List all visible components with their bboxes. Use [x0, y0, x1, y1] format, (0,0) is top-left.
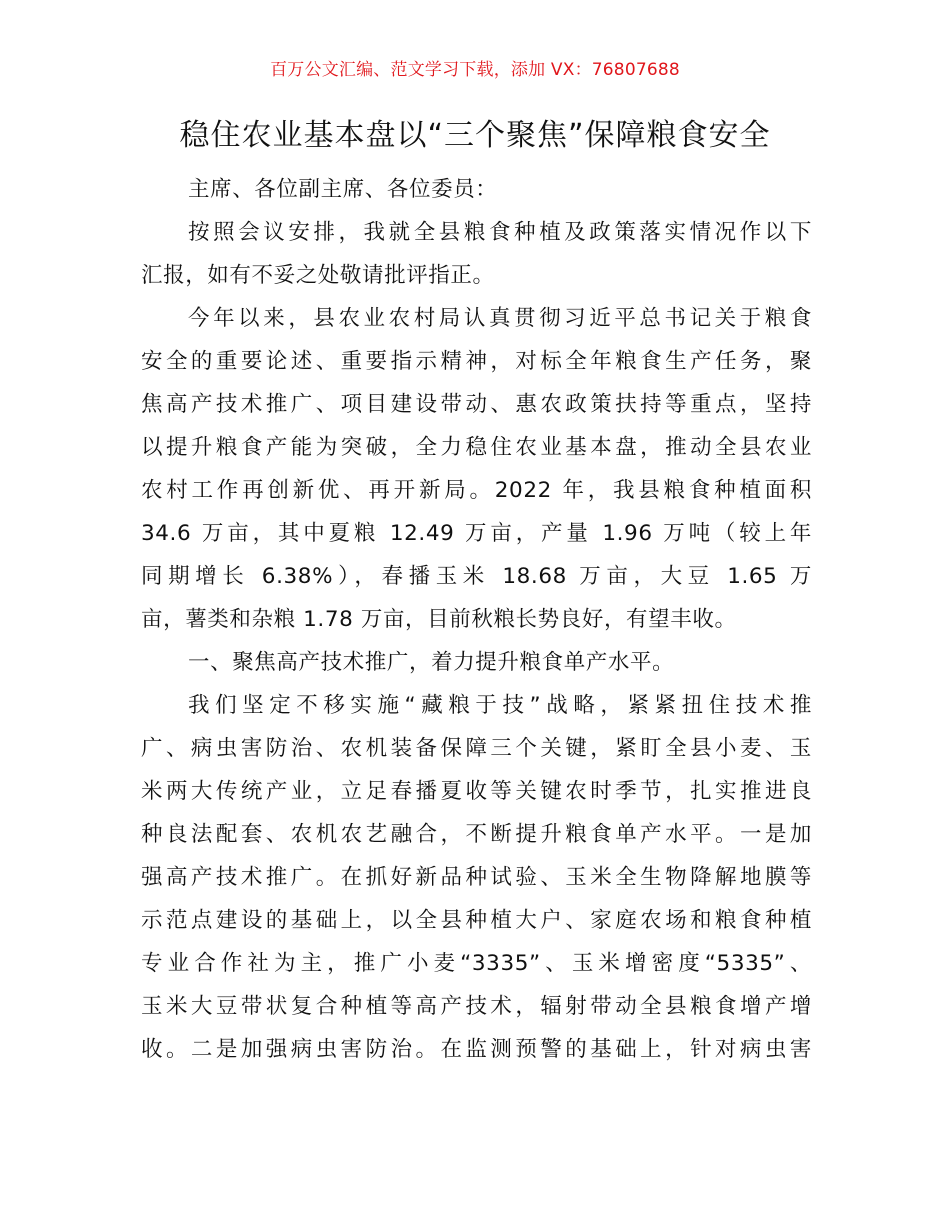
paragraph-line: 以提升粮食产能为突破，全力稳住农业基本盘，推动全县农业 [141, 435, 812, 460]
paragraph-line: 今年以来，县农业农村局认真贯彻习近平总书记关于粮食 [188, 306, 812, 331]
paragraph-line: 同期增长 6.38%），春播玉米 18.68 万亩，大豆 1.65 万 [141, 564, 812, 589]
paragraph-line: 安全的重要论述、重要指示精神，对标全年粮食生产任务，聚 [141, 349, 812, 374]
paragraph-line: 按照会议安排，我就全县粮食种植及政策落实情况作以下 [188, 220, 812, 245]
paragraph-line: 农村工作再创新优、再开新局。2022 年，我县粮食种植面积 [141, 478, 812, 503]
paragraph-line: 广、病虫害防治、农机装备保障三个关键，紧盯全县小麦、玉 [141, 736, 812, 761]
paragraph-line: 我们坚定不移实施“藏粮于技”战略，紧紧扭住技术推 [188, 693, 812, 718]
paragraph-line: 收。二是加强病虫害防治。在监测预警的基础上，针对病虫害 [141, 1037, 812, 1062]
section-heading-line: 一、聚焦高产技术推广，着力提升粮食单产水平。 [188, 650, 675, 675]
paragraph-intro [141, 211, 812, 297]
salutation-line: 主席、各位副主席、各位委员： [188, 177, 498, 202]
watermark-header: 百万公文汇编、范文学习下载，添加 VX：76807688 [270, 60, 680, 80]
document-title: 稳住农业基本盘以“三个聚焦”保障粮食安全 [179, 118, 771, 153]
document-body [141, 168, 812, 1071]
paragraph-line: 亩，薯类和杂粮 1.78 万亩，目前秋粮长势良好，有望丰收。 [141, 607, 737, 632]
paragraph-line: 玉米大豆带状复合种植等高产技术，辐射带动全县粮食增产增 [141, 994, 812, 1019]
paragraph-line: 焦高产技术推广、项目建设带动、惠农政策扶持等重点，坚持 [141, 392, 812, 417]
paragraph-line: 汇报，如有不妥之处敬请批评指正。 [141, 263, 495, 288]
paragraph-overview [141, 297, 812, 641]
paragraph-line: 种良法配套、农机农艺融合，不断提升粮食单产水平。一是加 [141, 822, 812, 847]
paragraph-line: 米两大传统产业，立足春播夏收等关键农时季节，扎实推进良 [141, 779, 812, 804]
paragraph-line: 专业合作社为主，推广小麦“3335”、玉米增密度“5335”、 [141, 951, 812, 976]
paragraph-line: 示范点建设的基础上，以全县种植大户、家庭农场和粮食种植 [141, 908, 812, 933]
paragraph-section-1 [141, 684, 812, 1071]
paragraph-line: 34.6 万亩，其中夏粮 12.49 万亩，产量 1.96 万吨（较上年 [141, 521, 812, 546]
salutation [141, 168, 812, 211]
section-heading-1 [141, 641, 812, 684]
paragraph-line: 强高产技术推广。在抓好新品种试验、玉米全生物降解地膜等 [141, 865, 812, 890]
